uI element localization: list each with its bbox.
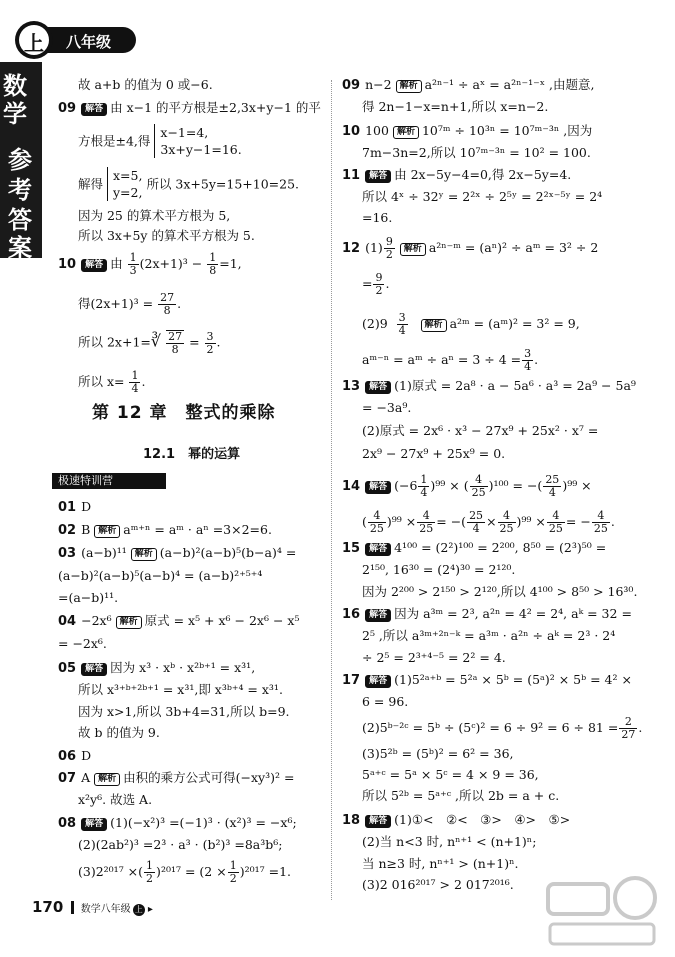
answer-08: 08 解答 (1)(−x²)³ =(−1)³ · (x²)³ = −x⁶;: [58, 815, 297, 831]
text-line: (3)2 016²⁰¹⁷ > 2 017²⁰¹⁶.: [362, 877, 514, 892]
text-line: 6 = 96.: [362, 694, 409, 709]
text-line: =(a−b)¹¹.: [58, 590, 119, 605]
footer-volume: 上: [134, 905, 143, 914]
answer-06: 06 D: [58, 748, 92, 764]
sidebar-char: 答: [8, 206, 32, 234]
answer-11: 11 解答 由 2x−5y−4=0,得 2x−5y=4.: [342, 167, 572, 183]
text-line: 所以 4ˣ ÷ 32ʸ = 2²ˣ ÷ 2⁵ʸ = 2²ˣ⁻⁵ʸ = 2⁴: [362, 189, 603, 204]
text-line: = $\frac{9}{2}$ .: [362, 271, 390, 297]
text-line: (3)2²⁰¹⁷ ×( $\frac{1}{2}$ )²⁰¹⁷ = (2 × $\frac{1}{2}$ )²⁰¹⁷ =1.: [78, 859, 292, 885]
solution-system: 解得 x=5, y=2, 所以 3x+5y=15+10=25.: [78, 168, 300, 200]
grade-badge: [14, 20, 138, 60]
answer-04: 04 −2x⁶ 解析 原式 = x⁵ + x⁶ − 2x⁶ − x⁵: [58, 613, 300, 629]
text-line: 因为 x>1,所以 3b+4=31,所以 b=9.: [78, 704, 290, 719]
text-line: 所以 x= $\frac{1}{4}$ .: [78, 369, 146, 395]
answer-18: 18 解答 (1)①< ②< ③> ④> ⑤>: [342, 812, 571, 828]
watermark-logo: [540, 872, 660, 952]
text-line: (2)当 n<3 时, nⁿ⁺¹ < (n+1)ⁿ;: [362, 834, 537, 849]
page-footer: [32, 898, 153, 916]
sidebar-tab: [0, 62, 42, 262]
text-line: (3)5²ᵇ = (5ᵇ)² = 6² = 36,: [362, 746, 514, 761]
footer-text: 数学八年级: [80, 904, 131, 915]
text-line: 2¹⁵⁰, 16³⁰ = (2⁴)³⁰ = 2¹²⁰.: [362, 562, 516, 577]
text-line: 故 a+b 的值为 0 或−6.: [78, 77, 213, 92]
sidebar-char: 案: [8, 234, 32, 262]
answer-03: 03 (a−b)¹¹ 解析 (a−b)²(a−b)⁵(b−a)⁴ =: [58, 545, 297, 561]
text-line: 所以 3x+5y 的算术平方根为 5.: [78, 228, 255, 243]
answer-09-left: 09 解答 由 x−1 的平方根是±2,3x+y−1 的平: [58, 100, 321, 116]
page-number: 170: [32, 898, 64, 916]
text-line: 2⁵ ,所以 a³ᵐ⁺²ⁿ⁻ᵏ = a³ᵐ · a²ⁿ ÷ aᵏ = 2³ · 2⁴: [362, 628, 616, 643]
sidebar-char: 数: [3, 72, 27, 100]
text-line: (2)原式 = 2x⁶ · x³ − 27x⁹ + 25x² · x⁷ =: [362, 423, 599, 438]
system-equations: 方根是±4,得 x−1=4, 3x+y−1=16.: [78, 125, 242, 157]
answer-12: 12 (1) $\frac{9}{2}$ 解析 a²ⁿ⁻ᵐ = (aⁿ)² ÷ aᵐ = 3² ÷ 2: [342, 235, 599, 261]
text-line: 因为 2²⁰⁰ > 2¹⁵⁰ > 2¹²⁰,所以 4¹⁰⁰ > 8⁵⁰ > 16³⁰.: [362, 584, 638, 599]
text-line: (2)(2ab²)³ =2³ · a³ · (b²)³ =8a³b⁶;: [78, 837, 283, 852]
text-line: 7m−3n=2,所以 10⁷ᵐ⁻³ⁿ = 10² = 100.: [362, 145, 591, 160]
text-line: = −2x⁶.: [58, 636, 107, 651]
volume-label: 上: [24, 31, 44, 55]
text-line: = −3a⁹.: [362, 400, 412, 415]
chapter-title: 第 12 章 整式的乘除: [92, 403, 276, 423]
footer-divider-icon: [71, 901, 74, 914]
answer-09-right: 09 n−2 解析 a²ⁿ⁻¹ ÷ aˣ = a²ⁿ⁻¹⁻ˣ ,由题意,: [342, 77, 595, 93]
text-line: (a−b)²(a−b)⁵(a−b)⁴ = (a−b)²⁺⁵⁺⁴: [58, 568, 263, 583]
answer-14: 14 解答 (−6 $\frac{1}{4}$ )⁹⁹ × ( $\frac{4}{25}$ )¹⁰⁰ = −( $\frac{25}{4}$ )⁹⁹ ×: [342, 473, 592, 499]
answer-01: 01 D: [58, 499, 92, 515]
answer-13: 13 解答 (1)原式 = 2a⁸ · a − 5a⁶ · a³ = 2a⁹ − 5a⁹: [342, 378, 636, 394]
text-line: 5ᵃ⁺ᶜ = 5ᵃ × 5ᶜ = 4 × 9 = 36,: [362, 767, 539, 782]
answer-02: 02 B 解析 aᵐ⁺ⁿ = aᵐ · aⁿ =3×2=6.: [58, 522, 272, 538]
sidebar-char: 参: [8, 146, 32, 174]
text-line: 所以 5²ᵇ = 5ᵃ⁺ᶜ ,所以 2b = a + c.: [362, 788, 560, 803]
practice-banner: 极速特训营: [52, 473, 166, 489]
text-line: ( $\frac{4}{25}$ )⁹⁹ × $\frac{4}{25}$ = −( $\frac{25}{4}$ × $\frac{4}{25}$ )⁹⁹ × $\frac{4}{25}$ = − $\frac{4}{25}$ .: [362, 509, 615, 535]
text-line: 所以 2x+1=∛ $\frac{27}{8}$ = $\frac{3}{2}$ .: [78, 329, 221, 356]
answer-05: 05 解答 因为 x³ · xᵇ · x²ᵇ⁺¹ = x³¹,: [58, 660, 256, 676]
text-line: 所以 x³⁺ᵇ⁺²ᵇ⁺¹ = x³¹,即 x³ᵇ⁺⁴ = x³¹.: [78, 682, 283, 697]
text-line: (2)9 $\frac{3}{4}$ 解析 a²ᵐ = (aᵐ)² = 3² = 9,: [362, 311, 580, 337]
column-divider: [331, 80, 332, 900]
text-line: (2)5ᵇ⁻²ᶜ = 5ᵇ ÷ (5ᶜ)² = 6 ÷ 9² = 6 ÷ 81 = $\frac{2}{27}$ .: [362, 715, 643, 741]
text-line: aᵐ⁻ⁿ = aᵐ ÷ aⁿ = 3 ÷ 4 = $\frac{3}{4}$ .: [362, 347, 539, 373]
text-line: ÷ 2⁵ = 2³⁺⁴⁻⁵ = 2² = 4.: [362, 650, 506, 665]
section-title: 12.1 幂的运算: [143, 447, 241, 462]
text-line: x²y⁶. 故选 A.: [78, 792, 153, 807]
answer-16: 16 解答 因为 a³ᵐ = 2³, a²ⁿ = 4² = 2⁴, aᵏ = 32 =: [342, 606, 632, 622]
grade-label: 八年级: [66, 33, 112, 51]
text-line: =16.: [362, 210, 393, 225]
answer-15: 15 解答 4¹⁰⁰ = (2²)¹⁰⁰ = 2²⁰⁰, 8⁵⁰ = (2³)⁵⁰ =: [342, 540, 607, 556]
text-line: 因为 25 的算术平方根为 5,: [78, 208, 231, 223]
sidebar-char: 学: [3, 100, 27, 128]
answer-10-left: 10 解答 由 $\frac{1}{3}$ (2x+1)³ − $\frac{1}{8}$ =1,: [58, 251, 242, 277]
answer-10-right: 10 100 解析 10⁷ᵐ ÷ 10³ⁿ = 10⁷ᵐ⁻³ⁿ ,因为: [342, 123, 593, 139]
answer-07: 07 A 解析 由积的乘方公式可得(−xy³)² =: [58, 770, 295, 786]
answer-17: 17 解答 (1)5²ᵃ⁺ᵇ = 5²ᵃ × 5ᵇ = (5ᵃ)² × 5ᵇ = 4² ×: [342, 672, 632, 688]
text-line: 当 n≥3 时, nⁿ⁺¹ > (n+1)ⁿ.: [362, 856, 519, 871]
arrow-right-icon: ▸: [147, 904, 153, 915]
text-line: 得(2x+1)³ = $\frac{27}{8}$ .: [78, 291, 182, 317]
text-line: 故 b 的值为 9.: [78, 725, 160, 740]
text-line: 2x⁹ − 27x⁹ + 25x⁹ = 0.: [362, 446, 506, 461]
sidebar-char: 考: [8, 176, 32, 204]
text-line: 得 2n−1−x=n+1,所以 x=n−2.: [362, 99, 549, 114]
